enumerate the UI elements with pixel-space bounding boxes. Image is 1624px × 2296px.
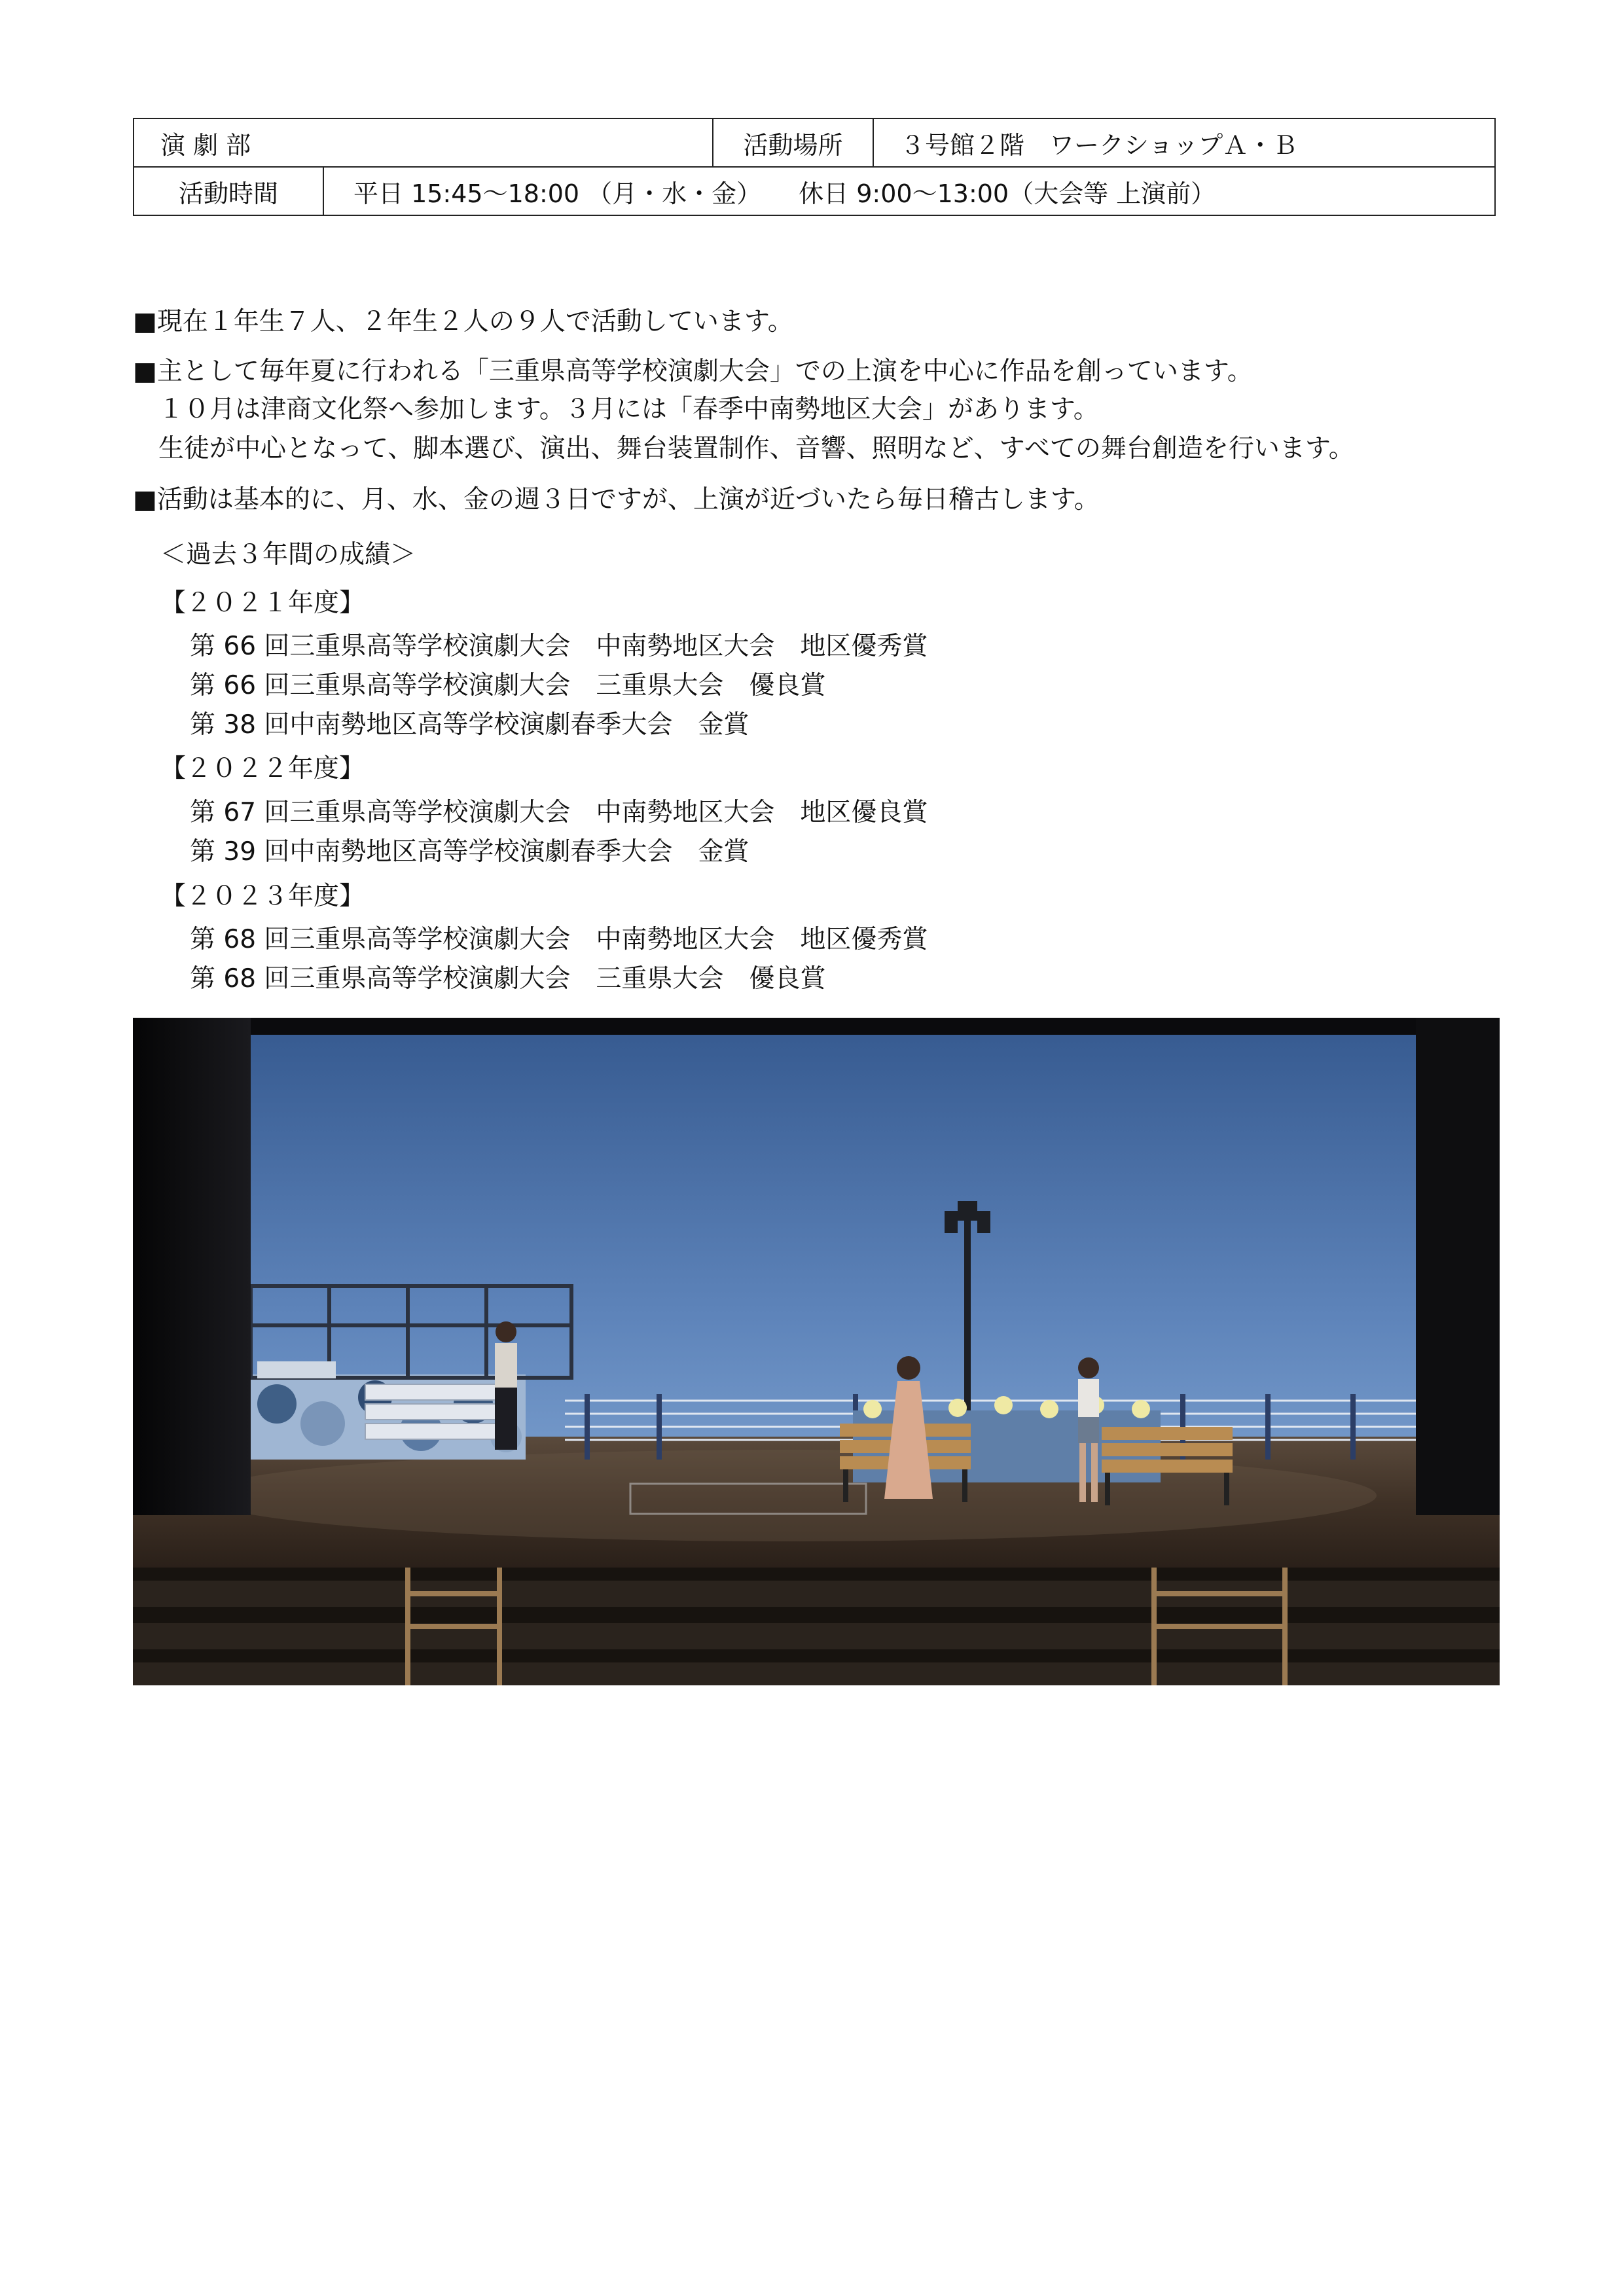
description-line: 生徒が中心となって、脚本選び、演出、舞台装置制作、音響、照明など、すべての舞台創造を行います。 [133,434,1354,463]
description-line: １０月は津商文化祭へ参加します。３月には「春季中南勢地区大会」があります。 [133,395,1099,424]
club-name: 演 劇 部 [134,118,713,167]
result-item: 第 68 回三重県高等学校演劇大会 三重県大会 優良賞 [190,964,826,994]
sign-board [257,1361,336,1378]
result-item: 第 67 回三重県高等学校演劇大会 中南勢地区大会 地区優良賞 [190,798,928,827]
results-year: 【２０２１年度】 [160,588,365,618]
result-item: 第 68 回三重県高等学校演劇大会 中南勢地区大会 地区優秀賞 [190,925,928,954]
results-year: 【２０２３年度】 [160,882,365,911]
result-item: 第 39 回中南勢地区高等学校演劇春季大会 金賞 [190,837,749,867]
result-item: 第 66 回三重県高等学校演劇大会 中南勢地区大会 地区優秀賞 [190,632,928,661]
description-line: ■主として毎年夏に行われる「三重県高等学校演劇大会」での上演を中心に作品を創っています。 [133,357,1253,386]
stage-illustration [133,1018,1500,1685]
results-year: 【２０２２年度】 [160,754,365,783]
description-line: ■現在１年生７人、２年生２人の９人で活動しています。 [133,307,793,336]
stage-photo [133,1018,1500,1685]
curtain-right [1416,1018,1500,1515]
result-item: 第 66 回三重県高等学校演劇大会 三重県大会 優良賞 [190,671,826,700]
club-info-table [133,118,1496,216]
result-item: 第 38 回中南勢地区高等学校演劇春季大会 金賞 [190,710,749,740]
place-label: 活動場所 [713,118,873,167]
place-value: ３号館２階 ワークショップＡ・Ｂ [873,118,1495,167]
valance [133,1018,1500,1035]
results-heading: ＜過去３年間の成績＞ [160,540,416,569]
description-line: ■活動は基本的に、月、水、金の週３日ですが、上演が近づいたら毎日稽古します。 [133,485,1100,514]
time-label: 活動時間 [134,167,323,215]
platform-stairs [365,1384,496,1439]
seat-rows [133,1581,1500,1685]
time-value: 平日 15:45～18:00 （月・水・金） 休日 9:00～13:00（大会等 上演前） [323,167,1495,215]
curtain-left [133,1018,251,1515]
